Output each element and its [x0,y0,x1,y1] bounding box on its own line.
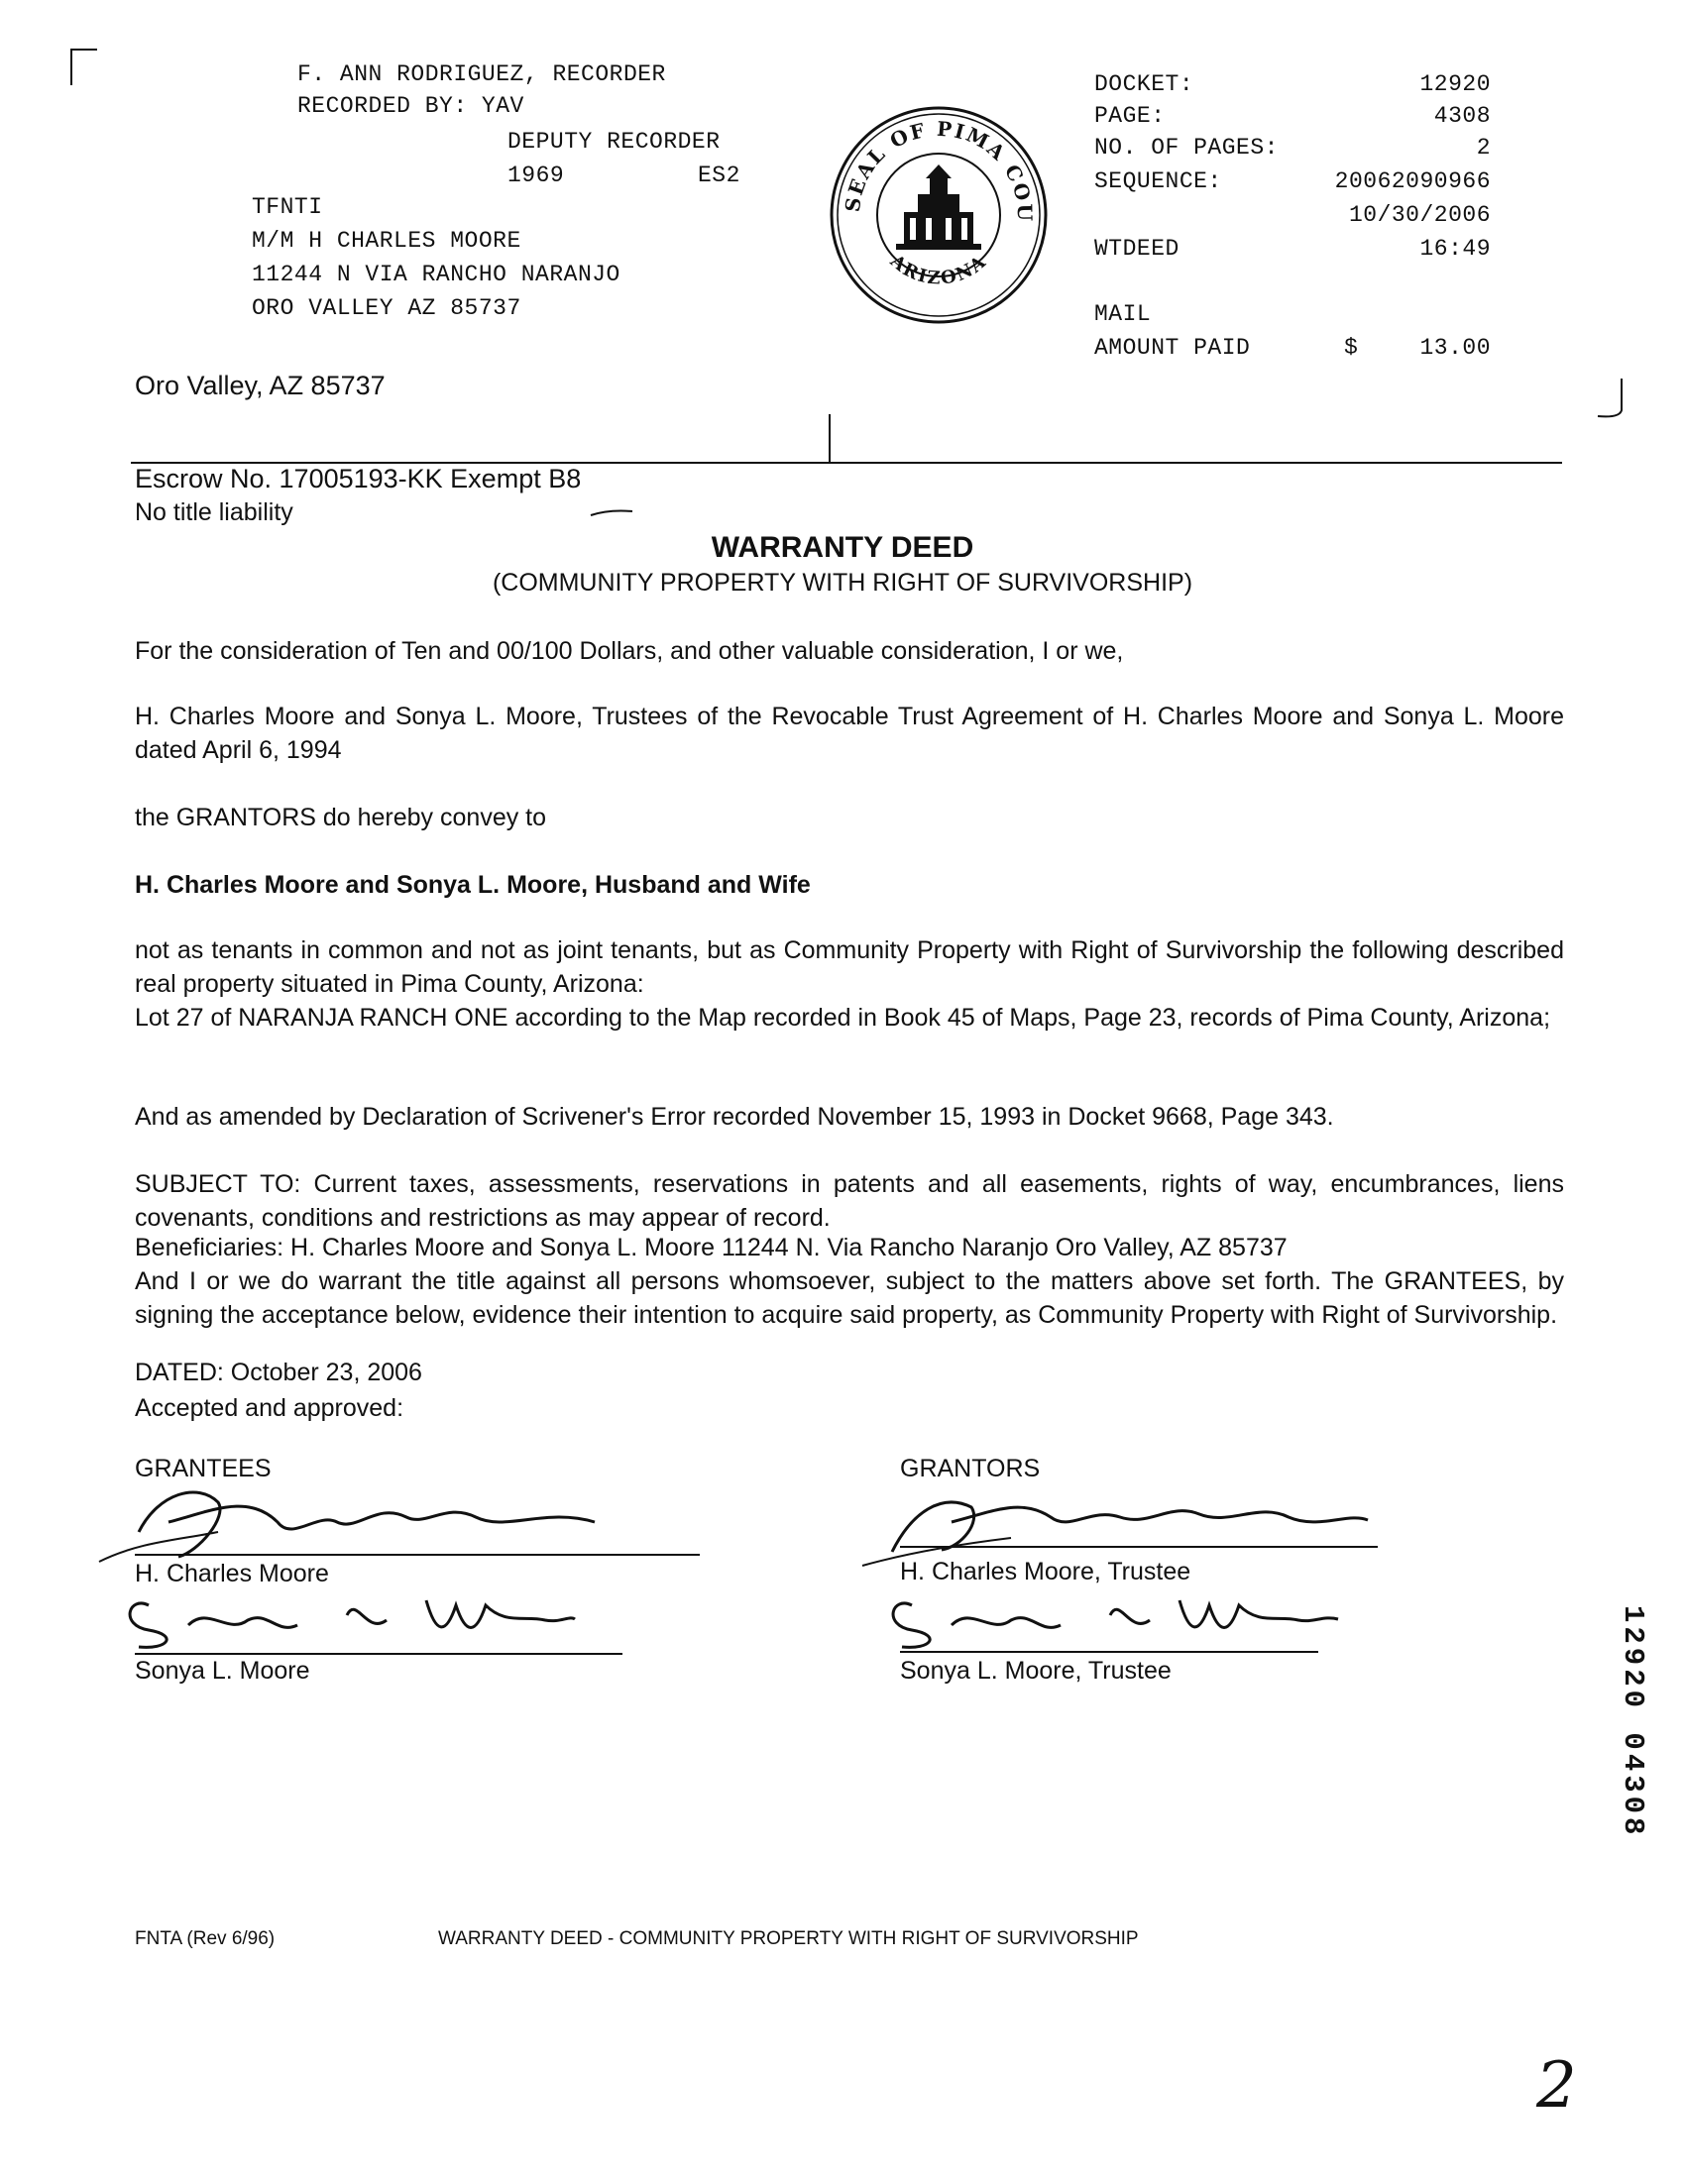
recording-date: 10/30/2006 [1348,202,1491,228]
seal-text-bottom: ARIZONA [886,251,991,289]
grantee2-signature-line [135,1653,622,1655]
grantees-label: GRANTEES [135,1455,272,1482]
grantee1-signature-line [135,1554,700,1556]
document-subtitle: (COMMUNITY PROPERTY WITH RIGHT OF SURVIVORSHIP) [492,569,1193,597]
seal-text-top: THE SEAL OF PIMA COUNTY [816,84,1038,224]
grantors-label: GRANTORS [900,1455,1041,1482]
recorder-code-a: 1969 [507,163,565,188]
crop-mark-top-left [69,48,99,87]
recorder-code-b: ES2 [698,163,740,188]
recorder-name: F. ANN RODRIGUEZ, RECORDER [297,61,666,87]
grantor1-name: H. Charles Moore, Trustee [900,1558,1191,1585]
sequence-value: 20062090966 [1334,168,1491,194]
svg-text:ARIZONA [885,251,991,289]
title-liability: No title liability [135,498,293,526]
grantee1-name: H. Charles Moore [135,1560,329,1587]
cut-off-address [135,371,386,418]
mail-to-city: ORO VALLEY AZ 85737 [252,295,521,321]
convey-paragraph: the GRANTORS do hereby convey to [135,804,547,831]
dated-line: DATED: October 23, 2006 [135,1359,422,1386]
grantees-paragraph: H. Charles Moore and Sonya L. Moore, Husband and Wife [135,871,811,899]
consideration-paragraph: For the consideration of Ten and 00/100 Dollars, and other valuable consideration, I or we, [135,637,1124,665]
grantors-paragraph: H. Charles Moore and Sonya L. Moore, Trustees of the Revocable Trust Agreement of H. Charles Moore and Sonya L. Moore dated April 6, 1994 [135,703,1564,764]
mail-label: MAIL [1094,301,1152,327]
grantee2-name: Sonya L. Moore [135,1657,310,1685]
crop-mark-right [1596,377,1626,420]
recorder-line5: TFNTI [252,194,323,220]
num-pages-label: NO. OF PAGES: [1094,135,1279,161]
grantor2-name: Sonya L. Moore, Trustee [900,1657,1172,1685]
document-title: WARRANTY DEED [711,531,974,564]
amount-paid-value: 13.00 [1419,335,1491,361]
grantor2-signature [872,1576,1348,1655]
legal-description-paragraph: Lot 27 of NARANJA RANCH ONE according to the Map recorded in Book 45 of Maps, Page 23, records of Pima County, Arizona; [135,1004,1551,1032]
tenancy-paragraph: not as tenants in common and not as joint tenants, but as Community Property with Right of Survivorship the following described real property situated in Pima County, Arizona: [135,936,1564,998]
footer-title: WARRANTY DEED - COMMUNITY PROPERTY WITH RIGHT OF SURVIVORSHIP [438,1928,1139,1949]
county-seal [816,84,1051,327]
handwritten-page-number: 2 [1536,2049,1577,2123]
recording-time: 16:49 [1419,236,1491,262]
mail-to-street: 11244 N VIA RANCHO NARANJO [252,262,620,287]
vertical-stamp-text: 12920 04308 [1617,1605,1649,1839]
grantor1-signature [852,1463,1388,1572]
warranty-paragraph: And I or we do warrant the title against all persons whomsoever, subject to the matters above set forth. The GRANTEES, by signing the acceptance below, evidence their intention to acquire said property, as Community Property with Right of Survivorship. [135,1267,1564,1329]
docket-value: 12920 [1419,71,1491,97]
subject-to-paragraph: SUBJECT TO: Current taxes, assessments, reservations in patents and all easements, rights of way, encumbrances, liens covenants, conditions and restrictions as may appear of record. [135,1170,1564,1232]
document-type: WTDEED [1094,236,1180,262]
beneficiaries-paragraph: Beneficiaries: H. Charles Moore and Sonya L. Moore 11244 N. Via Rancho Naranjo Oro Valley, AZ 85737 [135,1234,1288,1261]
grantor1-signature-line [900,1546,1378,1548]
header-vertical-divider [829,414,831,464]
page-value: 4308 [1433,103,1491,129]
amount-paid-label: AMOUNT PAID [1094,335,1251,361]
page-label: PAGE: [1094,103,1166,129]
courthouse-icon [896,164,981,250]
currency-symbol: $ [1344,335,1359,361]
vertical-stamp [1617,1605,1649,1863]
accepted-line: Accepted and approved: [135,1394,404,1422]
form-number: FNTA (Rev 6/96) [135,1928,276,1949]
grantee2-signature [109,1576,585,1655]
recorded-by: RECORDED BY: YAV [297,93,524,119]
mail-to-name: M/M H CHARLES MOORE [252,228,521,254]
grantor2-signature-line [900,1651,1318,1653]
num-pages-value: 2 [1476,135,1491,161]
escrow-number: Escrow No. 17005193-KK Exempt B8 [135,464,582,493]
docket-label: DOCKET: [1094,71,1194,97]
sequence-label: SEQUENCE: [1094,168,1222,194]
deputy-recorder: DEPUTY RECORDER [507,129,721,155]
amendment-paragraph: And as amended by Declaration of Scrivener's Error recorded November 15, 1993 in Docket 9668, Page 343. [135,1103,1334,1131]
cut-off-address-text: Oro Valley, AZ 85737 [135,371,386,400]
pen-stroke-mark [589,507,634,519]
